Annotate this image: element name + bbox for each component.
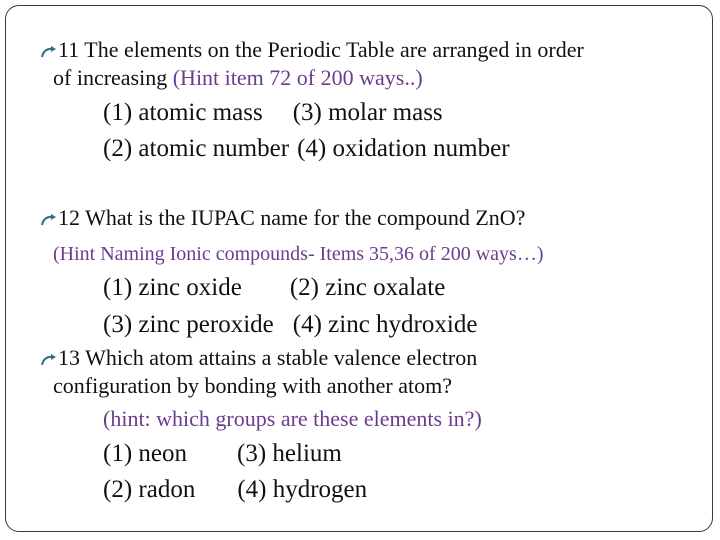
q13-option-3: (3) helium [237,440,342,467]
q11-hint: (Hint item 72 of 200 ways..) [172,65,423,90]
q13-options-row1 [103,439,342,469]
q13-text: 13 Which atom attains a stable valence electron [58,345,478,370]
q13-option-1: (1) neon [103,440,187,467]
q11-option-2: (2) atomic number [103,135,290,162]
q11-options-row1 [103,98,443,128]
q13-line1 [34,345,477,371]
q12-hint: (Hint Naming Ionic compounds- Items 35,36 of 200 ways…) [53,243,544,265]
q13-hint: (hint: which groups are these elements in?) [103,406,482,431]
q12-option-3: (3) zinc peroxide [103,311,274,338]
q12-options-row1 [103,273,445,303]
q13-option-2: (2) radon [103,476,196,503]
q11-option-1: (1) atomic mass [103,99,263,126]
q12-options-row2 [103,310,477,340]
q12-text: 12 What is the IUPAC name for the compound ZnO? [58,205,526,230]
q11-text: 11 The elements on the Periodic Table are arranged in order [58,37,584,62]
q12-option-2: (2) zinc oxalate [289,274,446,301]
q13-line2: configuration by bonding with another atom? [53,373,452,398]
q11-line2-text: of increasing [53,65,173,90]
q11-option-3: (3) molar mass [292,99,443,126]
q13-options-row2 [103,475,367,505]
q11-option-4: (4) oxidation number [297,135,510,162]
q12-line1 [34,205,525,231]
slide-frame [5,5,713,532]
q11-options-row2 [103,134,510,164]
q12-option-1: (1) zinc oxide [103,274,242,301]
q12-option-4: (4) zinc hydroxide [292,311,478,338]
q11-line1 [34,37,584,63]
q13-option-4: (4) hydrogen [237,476,368,503]
q11-line2 [53,65,423,91]
